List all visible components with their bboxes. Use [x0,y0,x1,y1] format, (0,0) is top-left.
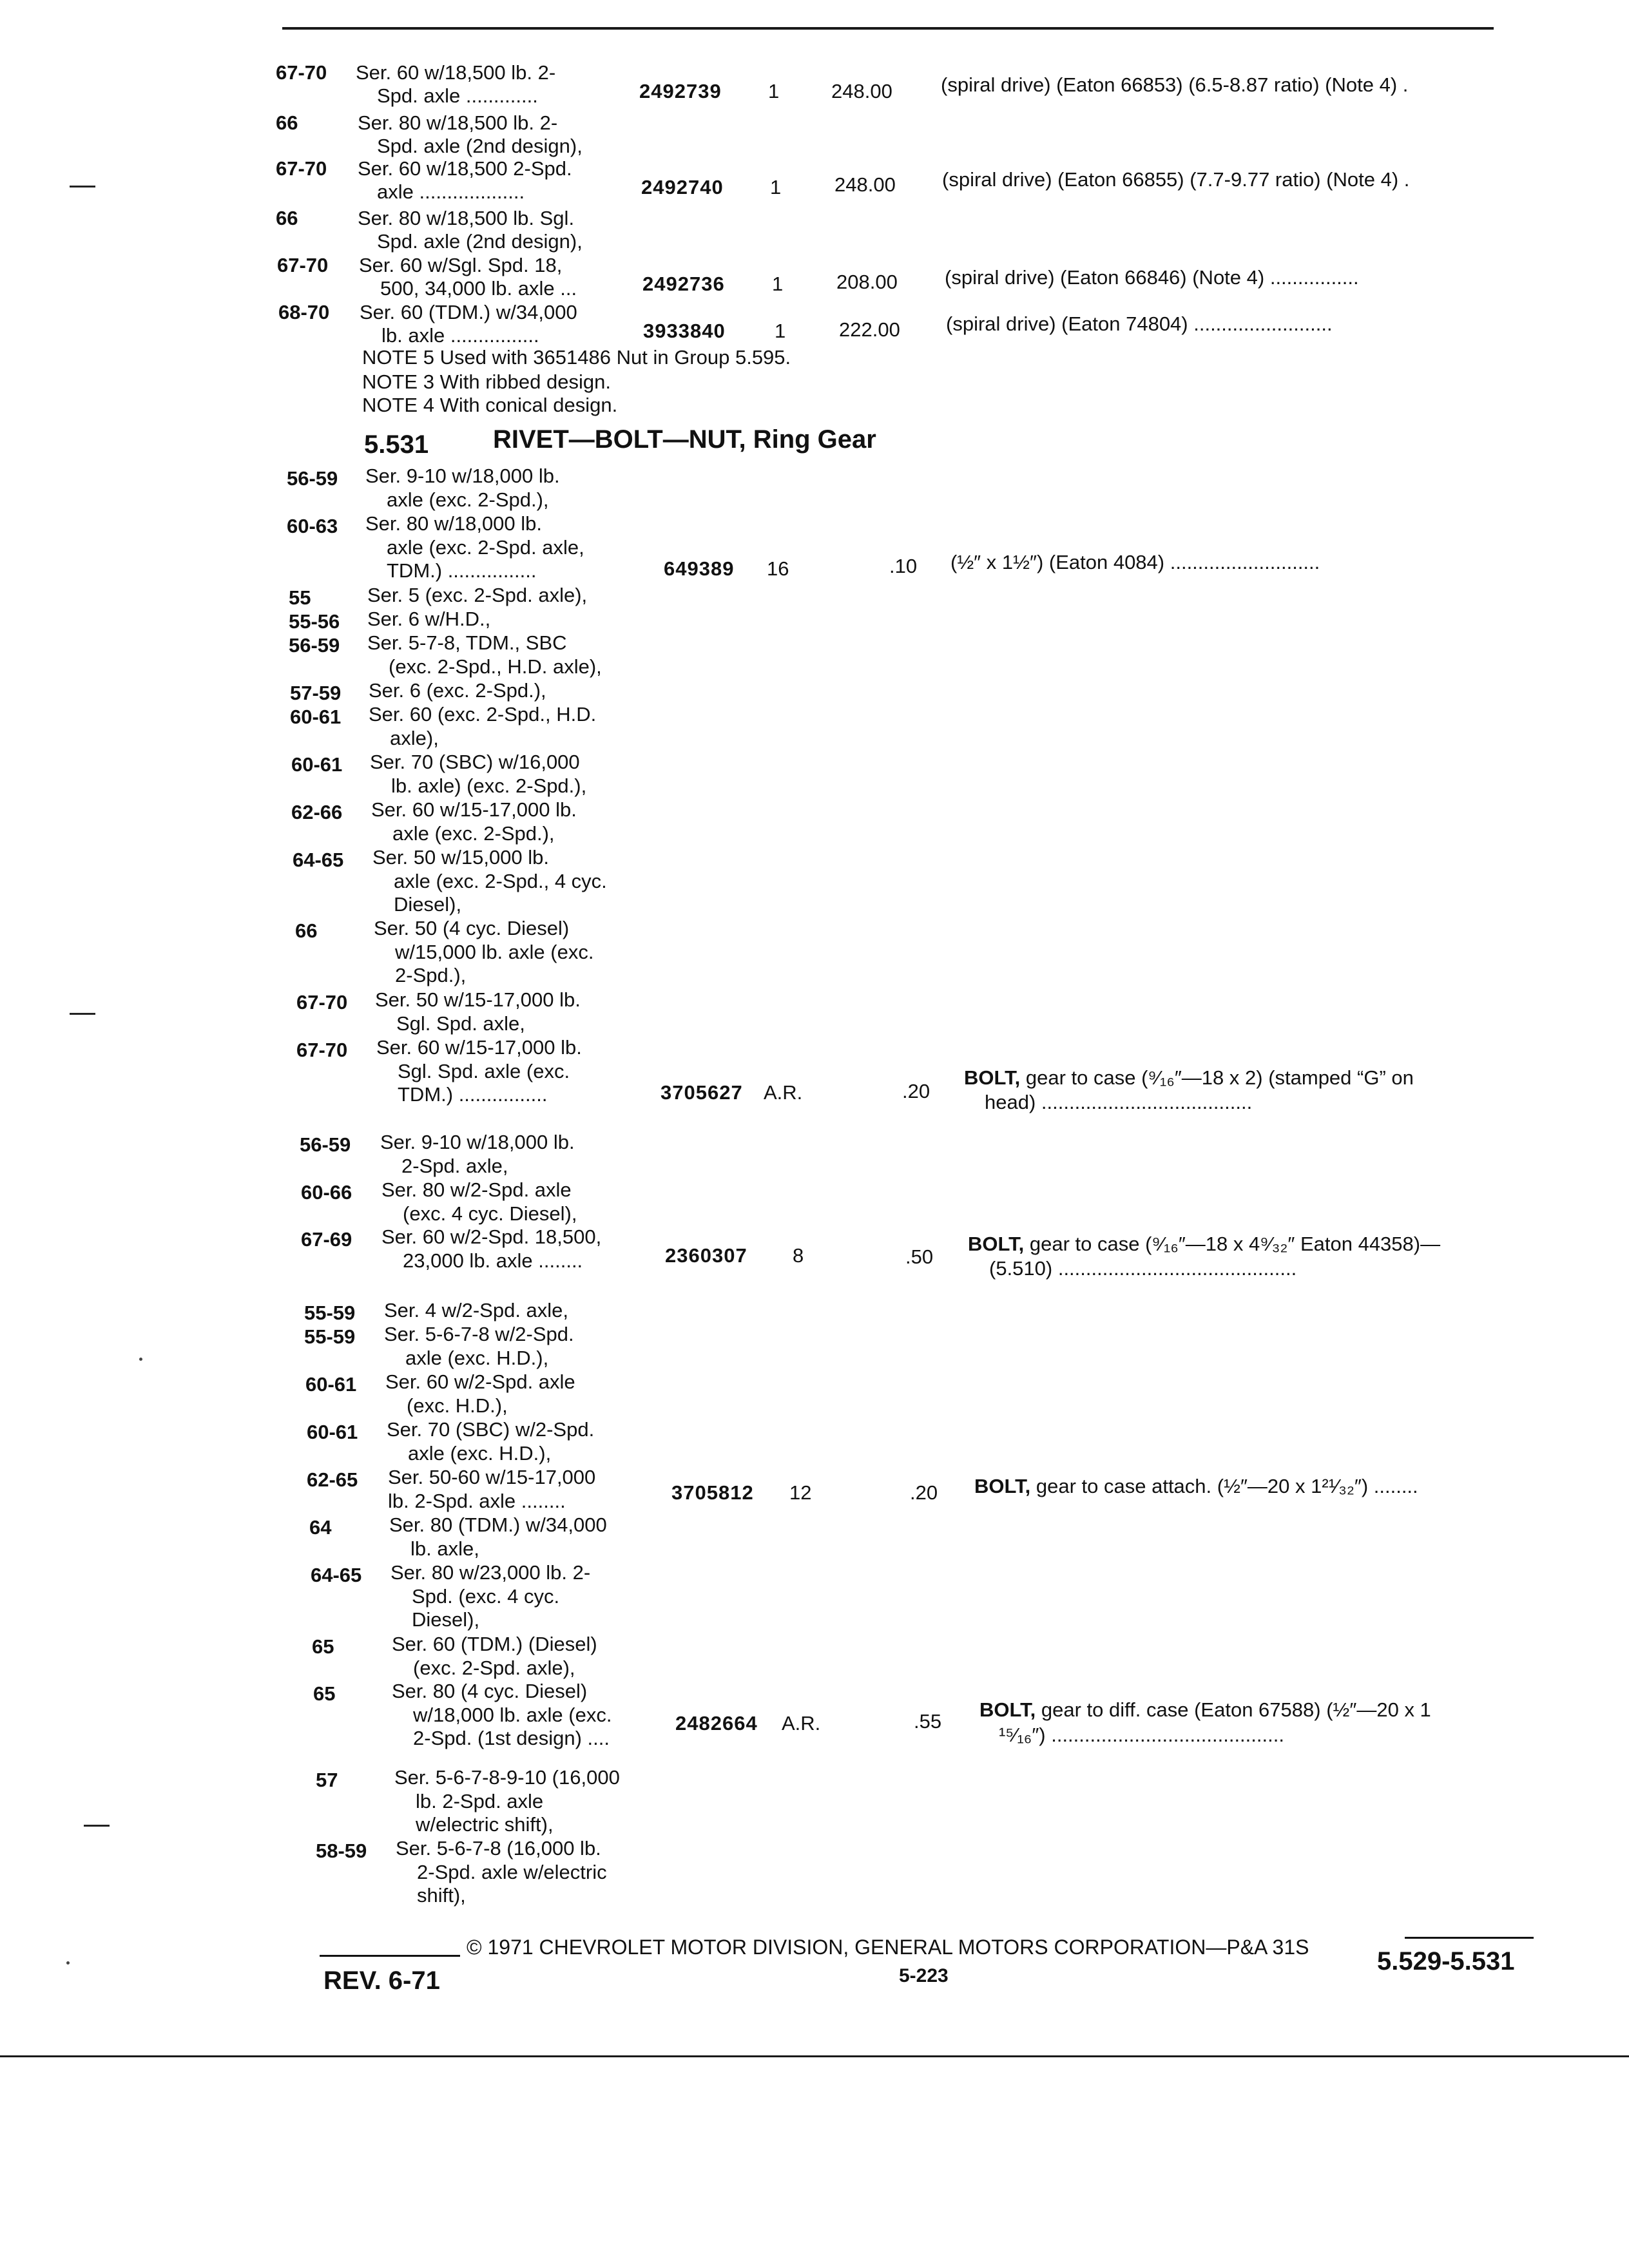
entry-text: Ser. 6 w/H.D., [367,608,491,630]
entry-text: Ser. 60 w/18,500 2-Spd. [358,157,572,180]
year-range: 56-59 [289,634,340,657]
quantity: 1 [768,80,780,102]
entry-text: Ser. 80 w/18,500 lb. 2- [358,111,558,134]
revision: REV. 6-71 [323,1966,440,1995]
part-number: 2492739 [639,80,722,102]
description-text: gear to diff. case (Eaton 67588) (½″—20 x 1 [1041,1698,1431,1721]
year-range: 67-70 [276,157,327,180]
part-description [974,1475,1418,1497]
speck [66,1961,70,1965]
entry-text: Spd. axle (2nd design), [377,230,583,253]
quantity: 12 [789,1481,812,1504]
entry-text: axle (exc. 2-Spd., 4 cyc. [394,870,607,892]
entry-text: Ser. 60 w/2-Spd. axle [385,1370,575,1393]
entry-text: 23,000 lb. axle ........ [403,1249,583,1272]
year-range: 60-61 [290,706,342,728]
note: NOTE 3 With ribbed design. [362,370,611,393]
price: 222.00 [839,318,900,341]
year-range: 67-70 [296,1039,348,1061]
section-number: 5.531 [364,430,429,459]
price: 248.00 [831,80,892,102]
entry-text: Ser. 80 w/23,000 lb. 2- [390,1561,591,1584]
note: NOTE 4 With conical design. [362,394,618,416]
entry-text: Ser. 50-60 w/15-17,000 [388,1466,596,1488]
year-range: 56-59 [287,467,338,490]
entry-text: Diesel), [394,893,462,916]
footer-rule-left [320,1955,460,1957]
part-number: 649389 [664,557,735,580]
top-rule [282,27,1494,30]
year-range: 67-70 [296,991,348,1014]
price: 208.00 [836,271,898,293]
bolt-label: BOLT, [979,1698,1036,1721]
entry-text: Ser. 6 (exc. 2-Spd.), [369,679,546,702]
entry-text: Ser. 80 w/18,500 lb. Sgl. [358,207,575,229]
margin-mark [70,186,95,187]
entry-text: 2-Spd. axle, [401,1155,508,1177]
entry-text: lb. axle, [410,1537,479,1560]
part-number: 2360307 [665,1244,747,1267]
year-range: 68-70 [278,301,330,323]
entry-text: Ser. 60 w/Sgl. Spd. 18, [359,254,563,276]
entry-text: lb. axle) (exc. 2-Spd.), [391,774,587,797]
part-description-cont: (5.510) ........................................... [989,1257,1297,1280]
year-range: 62-66 [291,801,343,823]
part-description: (spiral drive) (Eaton 66855) (7.7-9.77 ratio) (Note 4) . [942,168,1410,191]
description-text: gear to case (⁹⁄₁₆″—18 x 2) (stamped “G” on [1025,1066,1414,1089]
entry-text: Ser. 5-6-7-8 (16,000 lb. [396,1837,601,1860]
part-description-cont: ¹⁵⁄₁₆″) .......................................... [999,1724,1284,1746]
entry-text: shift), [417,1884,466,1907]
description-text: gear to case attach. (½″—20 x 1²¹⁄₃₂″) ........ [1036,1475,1418,1497]
entry-text: 2-Spd. (1st design) .... [413,1727,610,1749]
year-range: 66 [276,207,298,229]
entry-text: TDM.) ................ [398,1083,548,1106]
speck [139,1358,142,1361]
price: .50 [905,1245,934,1268]
margin-mark [70,1013,95,1015]
entry-text: axle (exc. 2-Spd.), [387,488,549,511]
quantity: A.R. [782,1712,821,1735]
description-text: gear to case (⁹⁄₁₆″—18 x 4⁹⁄₃₂″ Eaton 44358)— [1029,1233,1441,1255]
year-range: 55 [289,586,311,609]
year-range: 55-59 [304,1325,356,1348]
price: .55 [914,1710,942,1733]
year-range: 55-59 [304,1302,356,1324]
entry-text: lb. 2-Spd. axle ........ [388,1490,566,1512]
quantity: 16 [767,557,789,580]
entry-text: TDM.) ................ [387,559,537,582]
entry-text: Ser. 60 w/15-17,000 lb. [371,798,577,821]
year-range: 64-65 [311,1564,362,1586]
entry-text: Ser. 80 w/18,000 lb. [365,512,543,535]
entry-text: Ser. 9-10 w/18,000 lb. [365,465,560,487]
note: NOTE 5 Used with 3651486 Nut in Group 5.595. [362,346,791,369]
entry-text: axle (exc. H.D.), [408,1442,552,1465]
entry-text: Ser. 70 (SBC) w/16,000 [370,751,580,773]
part-description: (spiral drive) (Eaton 74804) ......................... [946,312,1333,335]
part-description: (½″ x 1½″) (Eaton 4084) ........................... [950,551,1320,573]
entry-text: Ser. 60 w/15-17,000 lb. [376,1036,582,1059]
entry-text: 500, 34,000 lb. axle ... [380,277,577,300]
entry-text: Ser. 60 w/18,500 lb. 2- [356,61,556,84]
entry-text: Ser. 4 w/2-Spd. axle, [384,1299,569,1321]
year-range: 60-61 [307,1421,358,1443]
entry-text: Ser. 70 (SBC) w/2-Spd. [387,1418,595,1441]
year-range: 55-56 [289,610,340,633]
part-number: 2492736 [642,273,725,295]
year-range: 67-70 [277,254,329,276]
year-range: 62-65 [307,1468,358,1491]
margin-mark [84,1825,110,1827]
year-range: 67-70 [276,61,327,84]
entry-text: axle), [390,727,439,749]
bottom-rule [0,2055,1629,2057]
entry-text: Ser. 80 w/2-Spd. axle [381,1178,572,1201]
quantity: A.R. [764,1081,803,1104]
entry-text: (exc. 4 cyc. Diesel), [403,1202,577,1225]
entry-text: Sgl. Spd. axle (exc. [398,1060,570,1082]
entry-text: axle (exc. 2-Spd.), [392,822,555,845]
year-range: 60-61 [291,753,343,776]
entry-text: lb. axle ................ [381,324,539,347]
year-range: 60-63 [287,515,338,537]
year-range: 67-69 [301,1228,352,1251]
price: .20 [902,1080,930,1102]
year-range: 56-59 [300,1133,351,1156]
entry-text: axle (exc. 2-Spd. axle, [387,536,584,559]
entry-text: Ser. 9-10 w/18,000 lb. [380,1131,575,1153]
year-range: 58-59 [316,1840,367,1862]
entry-text: Diesel), [412,1608,480,1631]
part-number: 3705627 [660,1081,743,1104]
price: .20 [910,1481,938,1504]
year-range: 60-66 [301,1181,352,1204]
entry-text: w/18,000 lb. axle (exc. [413,1704,612,1726]
year-range: 57 [316,1769,338,1791]
entry-text: Ser. 5-6-7-8 w/2-Spd. [384,1323,574,1345]
year-range: 64-65 [293,849,344,871]
entry-text: Spd. axle (2nd design), [377,135,583,157]
bolt-label: BOLT, [964,1066,1021,1089]
part-description: (spiral drive) (Eaton 66846) (Note 4) ................ [945,266,1359,289]
entry-text: Ser. 50 w/15-17,000 lb. [375,988,581,1011]
quantity: 1 [770,176,782,198]
entry-text: axle (exc. H.D.), [405,1347,549,1369]
entry-text: Ser. 60 (TDM.) (Diesel) [392,1633,597,1655]
entry-text: Ser. 60 (exc. 2-Spd., H.D. [369,703,597,726]
year-range: 66 [276,111,298,134]
entry-text: 2-Spd.), [395,964,467,986]
entry-text: (exc. 2-Spd. axle), [413,1657,575,1679]
year-range: 64 [309,1516,332,1539]
part-description [979,1699,1431,1721]
entry-text: Ser. 60 (TDM.) w/34,000 [360,301,577,323]
footer-rule-right [1405,1937,1534,1939]
entry-text: Ser. 80 (4 cyc. Diesel) [392,1680,588,1702]
entry-text: w/electric shift), [416,1813,554,1836]
part-number: 2482664 [675,1712,758,1735]
year-range: 65 [312,1635,334,1658]
entry-text: Ser. 5 (exc. 2-Spd. axle), [367,584,588,606]
part-description: (spiral drive) (Eaton 66853) (6.5-8.87 ratio) (Note 4) . [941,73,1409,96]
entry-text: Spd. axle ............. [377,84,538,107]
part-number: 3705812 [671,1481,754,1504]
entry-text: w/15,000 lb. axle (exc. [395,941,594,963]
entry-text: lb. 2-Spd. axle [416,1790,544,1812]
group-range: 5.529-5.531 [1377,1947,1515,1975]
entry-text: (exc. 2-Spd., H.D. axle), [389,655,602,678]
entry-text: Ser. 5-6-7-8-9-10 (16,000 [394,1766,620,1789]
quantity: 8 [793,1244,804,1267]
quantity: 1 [775,320,786,342]
entry-text: Ser. 60 w/2-Spd. 18,500, [381,1225,602,1248]
entry-text: Ser. 80 (TDM.) w/34,000 [389,1514,607,1536]
part-number: 2492740 [641,176,724,198]
entry-text: Ser. 50 (4 cyc. Diesel) [374,917,570,939]
entry-text: 2-Spd. axle w/electric [417,1861,607,1883]
part-description [968,1233,1440,1255]
bolt-label: BOLT, [974,1475,1031,1497]
year-range: 65 [313,1682,336,1705]
page-number: 5-223 [899,1965,949,1986]
part-description-cont: head) ...................................... [985,1091,1253,1113]
entry-text: axle ................... [377,180,525,203]
entry-text: Sgl. Spd. axle, [396,1012,525,1035]
part-description [964,1067,1414,1089]
section-title: RIVET—BOLT—NUT, Ring Gear [493,425,876,454]
entry-text: Spd. (exc. 4 cyc. [412,1585,560,1608]
entry-text: (exc. H.D.), [407,1394,508,1417]
copyright: © 1971 CHEVROLET MOTOR DIVISION, GENERAL MOTORS CORPORATION—P&A 31S [467,1936,1309,1959]
part-number: 3933840 [643,320,726,342]
bolt-label: BOLT, [968,1233,1025,1255]
year-range: 57-59 [290,682,342,704]
year-range: 60-61 [305,1373,357,1396]
year-range: 66 [295,919,318,942]
entry-text: Ser. 50 w/15,000 lb. [372,846,550,869]
quantity: 1 [772,273,784,295]
price: .10 [889,555,918,577]
entry-text: Ser. 5-7-8, TDM., SBC [367,631,567,654]
price: 248.00 [834,173,896,196]
